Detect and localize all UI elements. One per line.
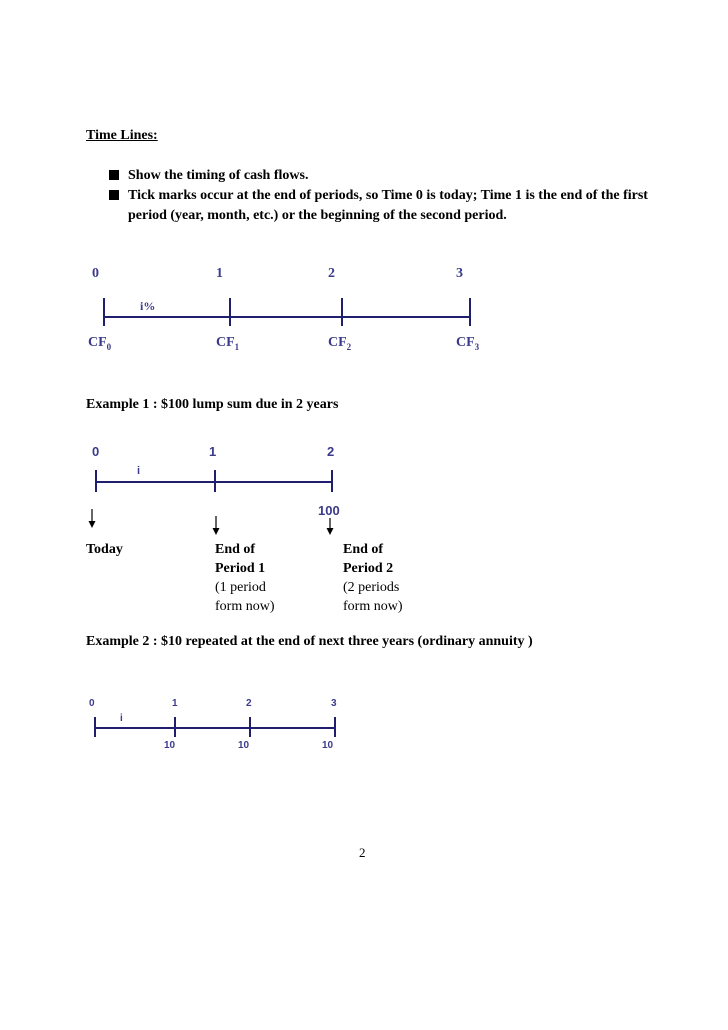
rate-label: i: [120, 713, 123, 724]
period-label-1: 1: [216, 266, 223, 281]
period-label-2: 2: [328, 266, 335, 281]
label-end-of-period-1: End of Period 1 (1 period form now): [215, 542, 275, 614]
label-today: Today: [86, 542, 123, 557]
timeline-3: [95, 717, 335, 737]
rate-label: i%: [140, 299, 156, 313]
arrow-head: [89, 521, 96, 528]
cashflow-label-2: $CF_2$: [328, 335, 352, 352]
section-heading: Time Lines:: [86, 128, 158, 143]
period-label-1: 1: [209, 444, 217, 459]
bullet-text: Tick marks occur at the end of periods, so Time 0 is today; Time 1 is the end of the first period (year, month, etc.) or the beginning of the second period.: [128, 188, 648, 223]
cashflow-label-2: 10: [238, 740, 250, 751]
timeline-2-arrows: [89, 509, 334, 535]
example-2-title: Example 2 : $10 repeated at the end of next three years (ordinary annuity ): [86, 634, 533, 649]
cashflow-label-1: 10: [164, 740, 176, 751]
period-label-0: 0: [92, 266, 99, 281]
period-label-2: 2: [246, 698, 252, 709]
example-1-title: Example 1 : $100 lump sum due in 2 years: [86, 397, 339, 412]
period-label-2: 2: [327, 444, 335, 459]
rate-label: i: [137, 465, 141, 477]
bullet-text: Show the timing of cash flows.: [128, 168, 309, 183]
arrow-head: [213, 528, 220, 535]
cashflow-label-0: $CF_0$: [88, 335, 112, 352]
period-label-0: 0: [92, 444, 100, 459]
timeline-1: [104, 298, 470, 326]
label-end-of-period-2: End of Period 2 (2 periods form now): [343, 542, 403, 614]
cashflow-label-1: $CF_1$: [216, 335, 240, 352]
cashflow-label-3: $CF_3$: [456, 335, 480, 352]
arrow-head: [327, 528, 334, 535]
timeline-2: [96, 470, 332, 492]
period-label-1: 1: [172, 698, 178, 709]
period-label-0: 0: [89, 698, 95, 709]
page-number: 2: [359, 845, 366, 860]
cashflow-label-3: 10: [322, 740, 334, 751]
period-label-3: 3: [331, 698, 337, 709]
cashflow-label: 100: [318, 503, 340, 518]
period-label-3: 3: [456, 266, 463, 281]
